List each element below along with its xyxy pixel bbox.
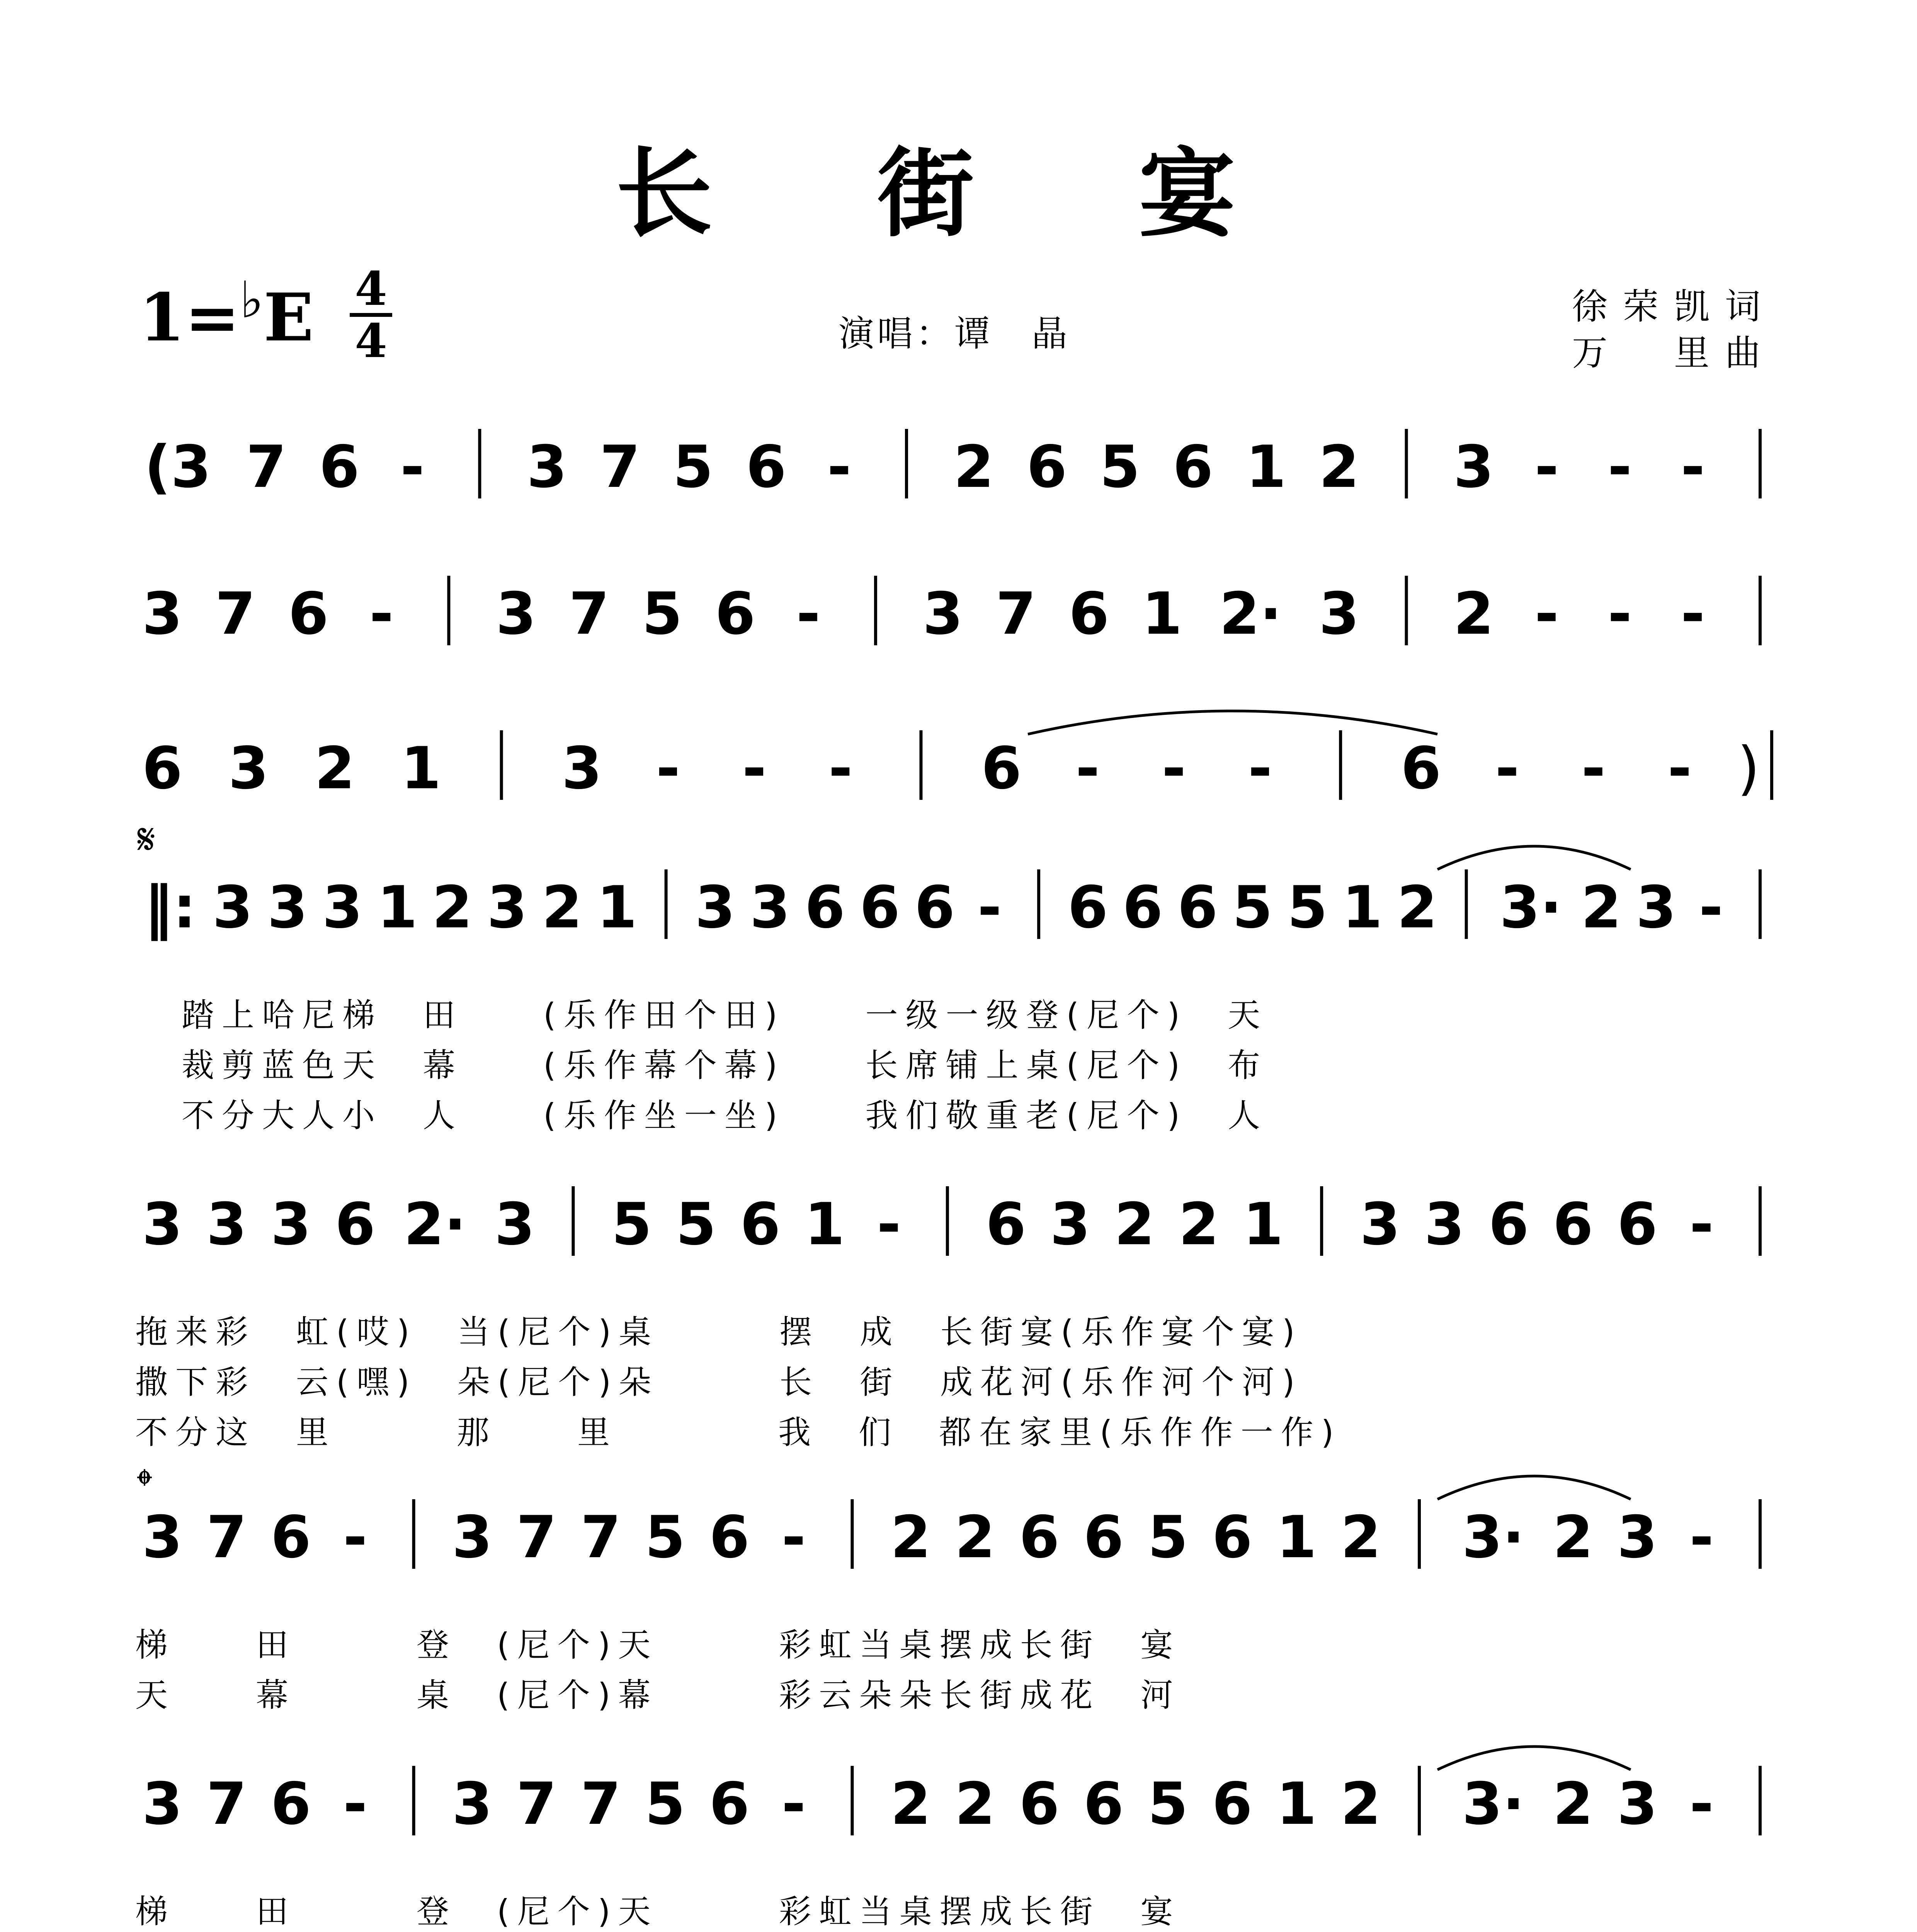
singer-credit: 演唱：谭 晶 [839,313,1071,354]
jianpu-note: 3 [487,874,527,941]
jianpu-note: 6 [1019,1504,1060,1571]
jianpu-note: - [1534,580,1559,648]
jianpu-note: - [1607,434,1632,501]
jianpu-note: 6 [1083,1770,1124,1838]
jianpu-note: 7 [580,1770,621,1838]
slur [1437,846,1631,869]
jianpu-note: 3 [452,1504,493,1571]
jianpu-note: 2 [890,1770,931,1838]
jianpu-note: 6 [319,434,360,501]
jianpu-note: 2 [1397,874,1437,941]
jianpu-note: 6 [709,1770,750,1838]
jianpu-note: 6 [270,1770,311,1838]
jianpu-note: - [1681,434,1705,501]
jianpu-note: 7 [995,580,1036,648]
jianpu-note: - [1689,1770,1714,1838]
jianpu-note: 6 [288,580,329,648]
coda-sign: 𝄌 [137,1460,152,1509]
jianpu-note: 7 [516,1770,557,1838]
lyrics-s5-l3: 不分这 里 那 里 我 们 都在家里(乐作作一作) [135,1413,1342,1451]
jianpu-note: 2 [1453,580,1494,648]
jianpu-note: 1 [1246,434,1286,501]
jianpu-note: - [1607,580,1632,648]
jianpu-note: 3 [142,1770,183,1838]
jianpu-note: 3 [561,735,602,802]
jianpu-note: 3 [1636,874,1677,941]
jianpu-note: 5 [642,580,682,648]
jianpu-note: - [828,735,853,802]
jianpu-note: 2 [1553,1504,1593,1571]
jianpu-note: 5 [676,1191,716,1258]
jianpu-note: - [1534,434,1559,501]
jianpu-note: - [742,735,767,802]
jianpu-note: 1 [377,874,418,941]
jianpu-note: 1 [401,735,441,802]
jianpu-note: 2 [315,735,355,802]
jianpu-note: 5 [1099,434,1140,501]
jianpu-note: 6 [1123,874,1163,941]
jianpu-note: 3 [1424,1191,1465,1258]
jianpu-note: - [369,580,394,648]
jianpu-note: 3 [922,580,963,648]
lyrics-s6-l1: 梯 田 登 (尼个)天 彩虹当桌摆成长街 宴 [135,1626,1181,1664]
slur [1437,1476,1631,1499]
jianpu-note: - [1699,874,1723,941]
jianpu-note: (3 [144,434,211,501]
jianpu-note: 6 [335,1191,376,1258]
jianpu-note: 3 [267,874,308,941]
jianpu-note: - [343,1770,367,1838]
lyrics-s5-l2: 撒下彩 云(嘿) 朵(尼个)朵 长 街 成花河(乐作河个河) [135,1363,1303,1401]
jianpu-note: 3 [452,1770,493,1838]
jianpu-note: 3 [496,580,536,648]
jianpu-note: 5 [611,1191,652,1258]
jianpu-note: 3 [750,874,790,941]
jianpu-note: 3 [1617,1770,1658,1838]
jianpu-note: 6 [740,1191,781,1258]
meter-bottom: 4 [355,314,387,368]
jianpu-note: - [343,1504,367,1571]
jianpu-note: 7 [206,1770,247,1838]
lyrics-s4-l2: 裁剪蓝色天 幕 (乐作幕个幕) 长席铺上桌(尼个) 布 [182,1046,1268,1084]
jianpu-note: 6 [805,874,845,941]
jianpu-note: - [1667,735,1692,802]
jianpu-note: 6 [1401,735,1441,802]
jianpu-note: 6 [270,1504,311,1571]
jianpu-note: 6 [1067,874,1108,941]
jianpu-note: 6 [1488,1191,1529,1258]
jianpu-note: 5 [645,1770,685,1838]
jianpu-note: 2 [1553,1770,1593,1838]
jianpu-note: 7 [569,580,609,648]
jianpu-note: 2 [1581,874,1621,941]
jianpu-note: 2 [542,874,582,941]
jianpu-note: 6 [709,1504,750,1571]
jianpu-note: 3 [494,1191,535,1258]
jianpu-note: - [977,874,1002,941]
meter-top: 4 [355,262,387,316]
jianpu-note: - [1689,1191,1714,1258]
jianpu-note: 6 [1177,874,1218,941]
jianpu-note: 6 [1553,1191,1593,1258]
jianpu-note: 2 [1179,1191,1219,1258]
lyrics-s4-l1: 踏上哈尼梯 田 (乐作田个田) 一级一级登(尼个) 天 [182,996,1268,1034]
composer-credit: 万 里曲 [1572,332,1776,374]
repeat-barline: ‖: [144,874,196,941]
jianpu-note: 2· [403,1191,466,1258]
jianpu-note: 2 [432,874,473,941]
jianpu-note: 3 [228,735,269,802]
jianpu-note: 6 [986,1191,1026,1258]
jianpu-note: 3 [1319,580,1359,648]
jianpu-note: 6 [981,735,1022,802]
jianpu-note: 7 [516,1504,557,1571]
jianpu-note: - [1248,735,1272,802]
jianpu-note: 3 [1617,1504,1658,1571]
jianpu-note: 6 [1212,1504,1252,1571]
lyrics-s4-l3: 不分大人小 人 (乐作坐一坐) 我们敬重老(尼个) 人 [182,1097,1268,1134]
key-prefix: 1= [139,279,240,356]
jianpu-note: 3· [1462,1504,1525,1571]
jianpu-note: 3 [1360,1191,1400,1258]
jianpu-note: 6 [1068,580,1109,648]
jianpu-note: 7 [600,434,640,501]
jianpu-note: 5 [1148,1504,1188,1571]
jianpu-note: - [827,434,851,501]
jianpu-note: - [1075,735,1100,802]
jianpu-note: 5 [1148,1770,1188,1838]
flat-sign: ♭ [240,270,264,329]
jianpu-note: 6 [1083,1504,1124,1571]
lyrics-s5-l1: 拖来彩 虹(哎) 当(尼个)桌 摆 成 长街宴(乐作宴个宴) [135,1313,1303,1351]
jianpu-note: 3 [1050,1191,1090,1258]
jianpu-note: 3 [322,874,363,941]
jianpu-note: 1 [804,1191,845,1258]
jianpu-note: 3 [1453,434,1494,501]
jianpu-note: 3 [206,1191,247,1258]
jianpu-note: 2 [1340,1770,1381,1838]
jianpu-note: - [781,1504,806,1571]
jianpu-note: 2 [1114,1191,1155,1258]
jianpu-note: - [656,735,680,802]
segno-sign: 𝄋 [137,815,156,864]
jianpu-note: 6 [746,434,786,501]
jianpu-note: 3 [142,1504,183,1571]
jianpu-note: 7 [246,434,287,501]
jianpu-note: 1 [1243,1191,1283,1258]
jianpu-note: 1 [1276,1504,1317,1571]
lyrics-s6-l2: 天 幕 桌 (尼个)幕 彩云朵朵长街成花 河 [135,1676,1181,1714]
jianpu-note: 3 [270,1191,311,1258]
jianpu-note: - [796,580,820,648]
jianpu-note: 6 [715,580,755,648]
jianpu-note: 6 [1212,1770,1252,1838]
jianpu-note: 1 [1342,874,1383,941]
slur [1437,1747,1631,1770]
jianpu-note: 6 [1617,1191,1658,1258]
jianpu-note: 1 [1276,1770,1317,1838]
jianpu-note: - [1162,735,1186,802]
jianpu-note: - [1681,580,1705,648]
jianpu-note: 6 [142,735,183,802]
jianpu-note: - [877,1191,901,1258]
jianpu-note: 6 [914,874,955,941]
jianpu-note: 2 [955,1504,995,1571]
slur-tie [1028,711,1437,734]
jianpu-note: 7 [580,1504,621,1571]
jianpu-note: 2· [1219,580,1282,648]
jianpu-note: 1 [1142,580,1182,648]
jianpu-note: 2 [953,434,994,501]
jianpu-note: 6 [1026,434,1067,501]
jianpu-note: - [400,434,425,501]
jianpu-note: 1 [597,874,637,941]
jianpu-note: 2 [955,1770,995,1838]
closing-paren: ) [1737,735,1760,802]
jianpu-note: 2 [890,1504,931,1571]
jianpu-note: 5 [645,1504,685,1571]
jianpu-note: 5 [1287,874,1328,941]
jianpu-note: 2 [1319,434,1359,501]
jianpu-note: 3· [1500,874,1562,941]
page-title: 长 街 宴 [616,138,1301,250]
jianpu-note: 6 [859,874,900,941]
jianpu-note: 5 [673,434,713,501]
jianpu-note: 6 [1019,1770,1060,1838]
jianpu-note: - [1581,735,1606,802]
key-note: E [264,279,314,356]
jianpu-note: - [1689,1504,1714,1571]
lyrics-s7-l1: 梯 田 登 (尼个)天 彩虹当桌摆成长街 宴 [135,1893,1181,1930]
jianpu-note: 2 [1340,1504,1381,1571]
jianpu-note: - [781,1770,806,1838]
jianpu-note: 3 [142,580,183,648]
jianpu-note: 3 [527,434,567,501]
jianpu-note: 3· [1462,1770,1525,1838]
lyricist-credit: 徐荣凯词 [1572,286,1776,327]
jianpu-note: 7 [215,580,256,648]
jianpu-note: 5 [1232,874,1273,941]
jianpu-note: - [1495,735,1519,802]
jianpu-note: 6 [1173,434,1213,501]
jianpu-note: 3 [212,874,253,941]
jianpu-note: 3 [695,874,735,941]
jianpu-note: 3 [142,1191,183,1258]
jianpu-note: 7 [206,1504,247,1571]
